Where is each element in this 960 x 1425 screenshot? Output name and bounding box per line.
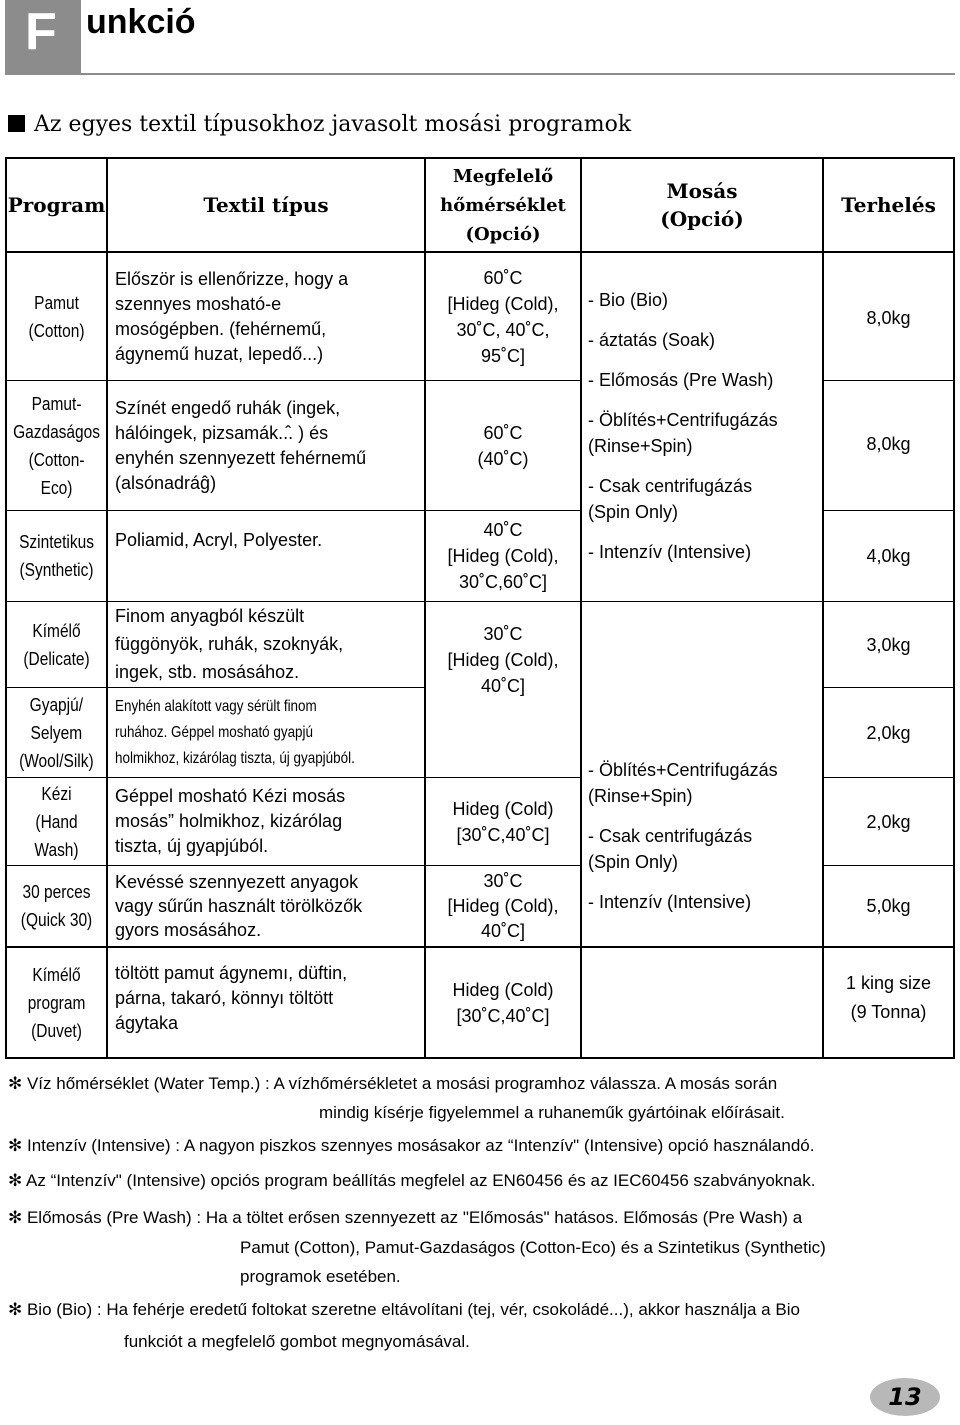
note-bio-cont: funkciót a megfelelő gombot megnyomásával. — [124, 1332, 470, 1351]
section-title — [8, 110, 631, 140]
table-border-right — [953, 157, 955, 1059]
load-cell: 5,0kg — [866, 896, 911, 916]
wash-options-group — [588, 287, 820, 577]
col-divider — [580, 157, 582, 1059]
header-temperature: Megfelelő hőmérséklet (Opció) — [440, 165, 566, 245]
program-cell: Kézi (Hand Wash) — [34, 783, 79, 860]
program-cell: Pamut- Gazdaságos (Cotton-Eco) — [13, 393, 100, 498]
program-cell: Pamut (Cotton) — [28, 292, 85, 341]
load-cell: 1 king size (9 Tonna) — [845, 973, 932, 1022]
textile-cell: Először is ellenőrizze, hogy a szennyes mosható-e mosógépben. (fehérnemű, ágynemű huzat, lepedő...) — [115, 268, 349, 364]
temperature-cell: 60˚C [Hideg (Cold), 30˚C, 40˚C, 95˚C] — [447, 267, 559, 366]
wash-option: - Intenzív (Intensive) — [588, 892, 752, 912]
wash-option: - Bio (Bio) — [588, 290, 669, 310]
wash-option: - Csak centrifugázás (Spin Only) — [588, 826, 753, 872]
header-load: Terhelés — [841, 193, 936, 217]
wash-option: - Előmosás (Pre Wash) — [588, 370, 774, 390]
note-prewash-cont: Pamut (Cotton), Pamut-Gazdaságos (Cotton-Eco) és a Szintetikus (Synthetic) — [240, 1238, 826, 1257]
textile-cell: töltött pamut ágynemı, düftin, párna, takaró, könnyı töltött ágytaka — [115, 962, 348, 1033]
load-cell: 2,0kg — [866, 722, 911, 743]
load-cell: 4,0kg — [866, 546, 911, 566]
temperature-cell: 30˚C [Hideg (Cold), 40˚C] — [447, 870, 559, 941]
textile-cell: Enyhén alakított vagy sérült finom ruhához. Géppel mosható gyapjú holmikhoz, kizárólag tiszta, új gyapjúból. — [115, 697, 355, 767]
wash-options-group — [588, 757, 820, 927]
temperature-cell: 40˚C [Hideg (Cold), 30˚C,60˚C] — [447, 520, 559, 592]
note-standard: ✻ Az “Intenzív" (Intensive) opciós program beállítás megfelel az EN60456 és az IEC60456 szabványoknak. — [8, 1171, 816, 1190]
load-cell: 3,0kg — [866, 634, 911, 655]
program-cell: Szintetikus (Synthetic) — [19, 532, 94, 580]
program-cell: 30 perces (Quick 30) — [20, 882, 93, 930]
section-title-text: Az egyes textil típusokhoz javasolt mosási programok — [34, 112, 632, 137]
header-initial: F — [25, 3, 57, 61]
textile-cell: Géppel mosható Kézi mosás mosás” holmikhoz, kizárólag tiszta, új gyapjúból. — [115, 786, 346, 856]
load-cell: 8,0kg — [866, 308, 911, 328]
program-cell: Gyapjú/ Selyem (Wool/Silk) — [19, 694, 94, 771]
wash-option: - Csak centrifugázás (Spin Only) — [588, 476, 753, 522]
header-wash: Mosás (Opció) — [660, 179, 744, 231]
wash-option: - Intenzív (Intensive) — [588, 542, 752, 562]
header-letter-box — [5, 0, 81, 74]
note-prewash-cont: programok esetében. — [240, 1267, 401, 1286]
program-cell: Kímélő program (Duvet) — [27, 964, 86, 1041]
temperature-cell: Hideg (Cold) [30˚C,40˚C] — [452, 979, 554, 1026]
page-header — [0, 0, 960, 80]
col-divider — [106, 157, 108, 1059]
page-number: 13 — [888, 1383, 922, 1411]
square-bullet-icon — [8, 115, 25, 132]
header-textile: Textil típus — [203, 193, 329, 217]
header-rule — [5, 73, 955, 75]
note-intensive: ✻ Intenzív (Intensive) : A nagyon piszkos szennyes mosásakor az “Intenzív" (Intensive) opció használandó. — [8, 1136, 815, 1155]
wash-option: - Öblítés+Centrifugázás (Rinse+Spin) — [588, 410, 778, 456]
temperature-cell: 60˚C (40˚C) — [477, 422, 529, 469]
temperature-cell: 30˚C [Hideg (Cold), 40˚C] — [447, 623, 559, 696]
textile-cell: Poliamid, Acryl, Polyester. — [115, 529, 323, 550]
textile-cell: Színét engedő ruhák (ingek, hálóingek, pizsamák..̂. ) és enyhén szennyezett fehérnemű (alsónadráĝ) — [115, 397, 367, 493]
textile-cell: Kevéssé szennyezett anyagok vagy sűrűn használt törölközők gyors mosásához. — [115, 872, 363, 940]
wash-option: - áztatás (Soak) — [588, 330, 716, 350]
load-cell: 8,0kg — [866, 433, 911, 454]
temperature-cell: Hideg (Cold) [30˚C,40˚C] — [452, 798, 554, 845]
wash-option: - Öblítés+Centrifugázás (Rinse+Spin) — [588, 760, 778, 806]
note-prewash: ✻ Előmosás (Pre Wash) : Ha a töltet erősen szennyezett az "Előmosás" hatásos. Előmosás (Pre Wash) a — [8, 1208, 803, 1227]
note-water-temp-cont: mindig kísérje figyelemmel a ruhaneműk gyártóinak előírásait. — [319, 1103, 785, 1122]
page-number-badge — [870, 1378, 940, 1416]
page-title: unkció — [86, 3, 196, 41]
note-bio: ✻ Bio (Bio) : Ha fehérje eredetű foltokat szeretne eltávolítani (tej, vér, csokoládé...), akkor használja a Bio — [8, 1300, 800, 1319]
table-border-bottom — [5, 1057, 955, 1059]
textile-cell: Finom anyagból készült függönyök, ruhák, szoknyák, ingek, stb. mosásához. — [115, 606, 344, 682]
note-water-temp: ✻ Víz hőmérséklet (Water Temp.) : A vízhőmérsékletet a mosási programhoz válassza. A mosás során — [8, 1074, 778, 1093]
load-cell: 2,0kg — [866, 811, 911, 832]
wash-program-table — [5, 157, 955, 1059]
program-cell: Kímélő (Delicate) — [23, 620, 90, 669]
header-program: Program — [7, 193, 106, 217]
